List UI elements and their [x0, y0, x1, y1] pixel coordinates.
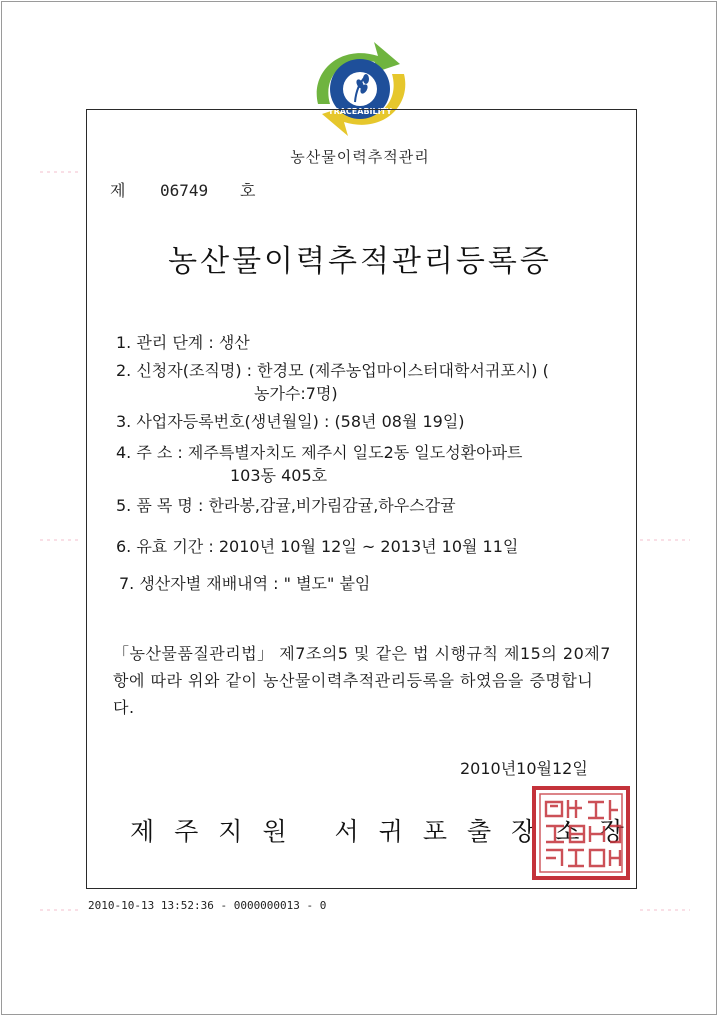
item-value: 2010년 10월 12일 ~ 2013년 10월 11일 [218, 537, 519, 556]
item-cultivation-details [119, 572, 370, 595]
item-value: 한경모 (제주농업마이스터대학서귀포시) ( [257, 361, 549, 380]
certificate-number-prefix: 제 [110, 181, 126, 200]
item-value: (58년 08월 19일) [334, 412, 465, 431]
item-label: 5. 품 목 명 : [116, 496, 204, 515]
item-value: 생산 [218, 333, 250, 352]
item-label: 4. 주 소 : [116, 443, 183, 462]
issuer-name: 제주지원 서귀포출장소장 [130, 817, 644, 846]
item-value: 제주특별자치도 제주시 일도2동 일도성환아파트 [187, 443, 523, 462]
item-value: 한라봉,감귤,비가림감귤,하우스감귤 [208, 496, 456, 515]
certification-statement: 「농산물품질관리법」 제7조의5 및 같은 법 시행규칙 제15의 20제7항에 따라 위와 같이 농산물이력추적관리등록을 하였음을 증명합니다. [113, 644, 611, 717]
item-validity-period [116, 535, 518, 558]
item-label: 2. 신청자(조직명) : [116, 361, 253, 380]
logo-caption: 농산물이력추적관리 [290, 148, 430, 166]
item-label: 1. 관리 단계 : [116, 333, 214, 352]
item-label: 6. 유효 기간 : [116, 537, 214, 556]
issue-date: 2010년10월12일 [460, 759, 588, 778]
item-value-continued: 농가수:7명) [254, 384, 338, 403]
item-products [116, 494, 456, 517]
certificate-number [110, 178, 255, 201]
item-value-continued: 103동 405호 [230, 466, 328, 485]
print-timestamp: 2010-10-13 13:52:36 - 0000000013 - 0 [88, 899, 327, 912]
certificate-number-value: 06749 [160, 181, 209, 200]
item-management-stage [116, 331, 250, 354]
certificate-title: 농산물이력추적관리등록증 [168, 244, 552, 279]
item-label: 7. 생산자별 재배내역 : [119, 574, 279, 593]
item-value: " 별도" 붙임 [283, 574, 371, 593]
logo-text: TRACEABILITY [328, 107, 392, 116]
item-label: 3. 사업자등록번호(생년월일) : [116, 412, 330, 431]
item-applicant [116, 359, 549, 405]
official-seal-icon [530, 784, 632, 882]
item-address [116, 441, 522, 487]
item-business-number [116, 410, 465, 433]
certificate-number-suffix: 호 [240, 181, 256, 200]
